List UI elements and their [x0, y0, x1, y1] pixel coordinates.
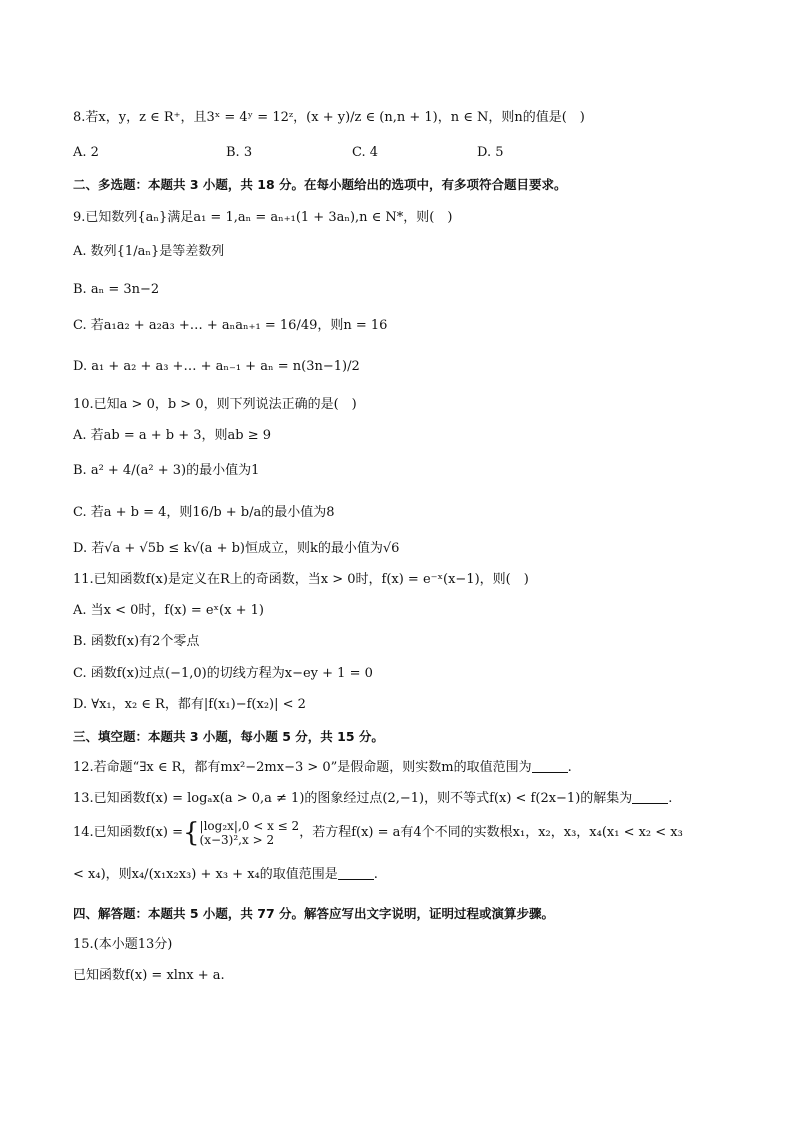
q12-line: 12.若命题“∃x ∈ R，都有mx²−2mx−3 > 0”是假命题，则实数m的取值范围为 . [73, 760, 572, 775]
q10-option-d: D. 若√a + √5b ≤ k√(a + b)恒成立，则k的最小值为√6 [73, 541, 400, 556]
q9-option-c: C. 若a₁a₂ + a₂a₃ +… + aₙaₙ₊₁ = 16/49，则n = 16 [73, 318, 388, 333]
q9-stem: 9.已知数列{aₙ}满足a₁ = 1,aₙ = aₙ₊₁(1 + 3aₙ),n ∈ N*，则( ) [73, 210, 453, 225]
q10-option-a: A. 若ab = a + b + 3，则ab ≥ 9 [73, 428, 272, 443]
q11-stem: 11.已知函数f(x)是定义在R上的奇函数，当x > 0时，f(x) = e⁻ˣ(x−1)，则( ) [73, 572, 529, 587]
q14-piece-1: |log₂x|,0 < x ≤ 2 [199, 818, 300, 833]
q11-option-d: D. ∀x₁，x₂ ∈ R，都有|f(x₁)−f(x₂)| < 2 [73, 697, 306, 712]
q8-option-a: A. 2 [73, 145, 99, 160]
q10-option-b: B. a² + 4/(a² + 3)的最小值为1 [73, 463, 260, 478]
q11-option-c: C. 函数f(x)过点(−1,0)的切线方程为x−ey + 1 = 0 [73, 666, 373, 681]
q8-option-b: B. 3 [226, 145, 253, 160]
q14-piece-2: (x−3)²,x > 2 [199, 832, 275, 847]
q14-part-3: < x₄)，则x₄/(x₁x₂x₃) + x₃ + x₄的取值范围是 [73, 867, 338, 882]
q9-option-d: D. a₁ + a₂ + a₃ +… + aₙ₋₁ + aₙ = n(3n−1)/2 [73, 359, 360, 374]
section-2-heading: 二、多选题：本题共 3 小题，共 18 分。在每小题给出的选项中，有多项符合题目要求。 [73, 177, 567, 192]
q14-brace: { [183, 817, 200, 848]
q10-stem: 10.已知a > 0，b > 0，则下列说法正确的是( ) [73, 397, 357, 412]
q15-heading: 15.(本小题13分) [73, 937, 173, 952]
q14-line-2: < x₄)，则x₄/(x₁x₂x₃) + x₃ + x₄的取值范围是 . [73, 867, 378, 882]
q11-option-a: A. 当x < 0时，f(x) = eˣ(x + 1) [73, 603, 264, 618]
q14-piecewise [200, 819, 300, 847]
q10-option-c: C. 若a + b = 4，则16/b + b/a的最小值为8 [73, 505, 335, 520]
section-3-heading: 三、填空题：本题共 3 小题，每小题 5 分，共 15 分。 [73, 729, 384, 744]
q14-part-2: ，若方程f(x) = a有4个不同的实数根x₁，x₂，x₃，x₄(x₁ < x₂ < x₃ [299, 825, 683, 840]
q12-answer-blank[interactable] [532, 760, 568, 773]
q9-option-a: A. 数列{1/aₙ}是等差数列 [73, 244, 225, 259]
q13-answer-blank[interactable] [632, 791, 668, 804]
section-4-heading: 四、解答题：本题共 5 小题，共 77 分。解答应写出文字说明，证明过程或演算步骤。 [73, 906, 555, 921]
q15-stem: 已知函数f(x) = xlnx + a. [73, 968, 225, 983]
q12-stem: 12.若命题“∃x ∈ R，都有mx²−2mx−3 > 0”是假命题，则实数m的取值范围为 [73, 760, 532, 775]
q8-stem: 8.若x，y，z ∈ R⁺，且3ˣ = 4ʸ = 12ᶻ，(x + y)/z ∈ (n,n + 1)，n ∈ N，则n的值是( ) [73, 110, 585, 125]
q9-option-b: B. aₙ = 3n−2 [73, 282, 160, 297]
q8-option-c: C. 4 [352, 145, 379, 160]
q8-option-d: D. 5 [477, 145, 504, 160]
q11-option-b: B. 函数f(x)有2个零点 [73, 634, 200, 649]
q14-part-1: 14.已知函数f(x) = [73, 825, 183, 840]
q14-line-1 [73, 818, 754, 848]
q14-answer-blank[interactable] [338, 867, 374, 880]
q13-stem: 13.已知函数f(x) = logₐx(a > 0,a ≠ 1)的图象经过点(2,−1)，则不等式f(x) < f(2x−1)的解集为 [73, 791, 633, 806]
q13-line: 13.已知函数f(x) = logₐx(a > 0,a ≠ 1)的图象经过点(2,−1)，则不等式f(x) < f(2x−1)的解集为 . [73, 791, 673, 806]
